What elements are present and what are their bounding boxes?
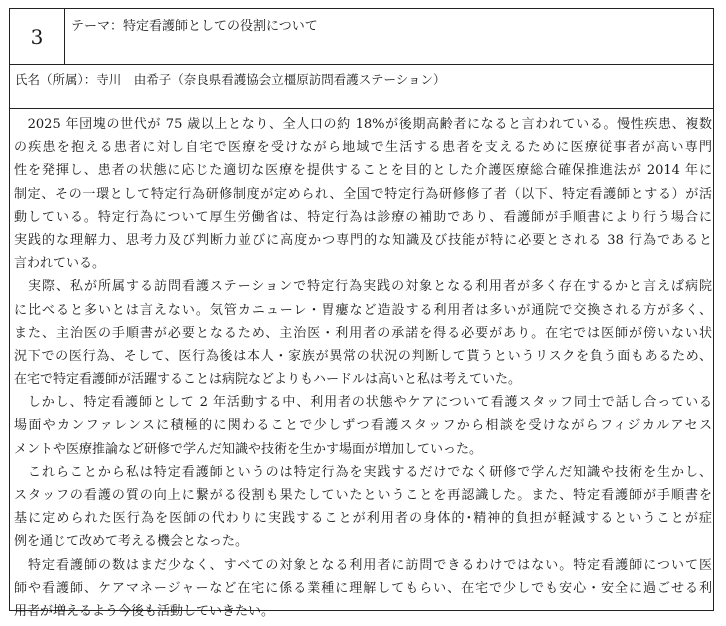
- body-line: 基に定められた医行為を医師の代わりに実践することが利用者の身体的･精神的負担が軽減するということが症: [14, 511, 712, 527]
- report-sheet: [9, 8, 714, 619]
- body-line: 例を通じて改めて考える機会となった。: [14, 534, 249, 550]
- body-line: 況下での医行為、そして、医行為後は本人・家族が異常の状況の判断して貰うというリスクを負う面もあるため、: [14, 348, 712, 364]
- author-affiliation: 氏名（所属）：寺川 由希子（奈良県看護協会立橿原訪問看護ステーション）: [15, 72, 446, 87]
- body-line: 制定、その一環として特定行為研修制度が定められ、全国で特定行為研修修了者（以下、特定看護師とする）が活: [14, 186, 712, 202]
- body-text: [14, 113, 712, 623]
- body-line: 師や看護師、ケアマネージャーなど在宅に係る業種に理解してもらい、在宅で少しでも安心・安全に過ごせる利: [14, 580, 712, 596]
- body-line: スタッフの看護の質の向上に繋がる役割も果たしていたということを再認識した。また、特定看護師が手順書を: [14, 488, 712, 503]
- body-line: 言われている。: [14, 256, 106, 272]
- body-line: 2025 年団塊の世代が 75 歳以上となり、全人口の約 18%が後期高齢者になると言われている。慢性疾患、複数: [14, 117, 712, 132]
- theme-title: テーマ：特定看護師としての役割について: [71, 19, 318, 34]
- author-row: [10, 65, 713, 109]
- body-line: 特定看護師の数はまだ少なく、すべての対象となる利用者に訪問できるわけではない。特定看護師について医: [14, 557, 712, 573]
- body-line: しかし、特定看護師として 2 年活動する中、利用者の状態やケアについて看護スタッフ同士で話し合っている: [14, 395, 712, 411]
- entry-number: 3: [10, 9, 65, 64]
- body-line: これらことから私は特定看護師というのは特定行為を実践するだけでなく研修で学んだ知識や技術を生かし、: [14, 464, 712, 480]
- body-line: 在宅で特定看護師が活躍することは病院などよりもハードルは高いと私は考えていた。: [14, 372, 522, 388]
- body-line: 性を発揮し、患者の状態に応じた適切な医療を提供することを目的とした介護医療総合確保推進法が 2014 年に: [14, 163, 712, 179]
- body-line: 場面やカンファレンスに積極的に関わることで少しずつ看護スタッフから相談を受けながらフィジカルアセス: [14, 418, 712, 434]
- body-line: の疾患を抱える患者に対し自宅で医療を受けながら地域で生活する患者を支えるために医療従事者が高い専門: [14, 140, 712, 156]
- body-line: 実際、私が所属する訪問看護ステーションで特定行為実践の対象となる利用者が多く存在するかと言えば病院: [14, 279, 712, 295]
- body-line: 動している。特定行為について厚生労働省は、特定行為は診療の補助であり、看護師が手順書により行う場合に: [14, 209, 712, 225]
- body-line: メントや医療推論など研修で学んだ知識や技術を生かす場面が増加していった。: [14, 441, 483, 457]
- body-line: 実践的な理解力、思考力及び判断力並びに高度かつ専門的な知識及び技能が特に必要とされる 38 行為であると: [14, 232, 712, 248]
- body-line: に比べると多いとは言えない。気管カニューレ・胃瘻など造設する利用者は多いが通院で交換される方が多く、: [14, 302, 712, 318]
- body-line: また、主治医の手順書が必要となるため、主治医・利用者の承諾を得る必要があり。在宅では医師が傍いない状: [14, 325, 712, 341]
- header-row: [10, 9, 713, 65]
- body-line: 用者が増えるよう今後も活動していきたい。: [14, 603, 275, 619]
